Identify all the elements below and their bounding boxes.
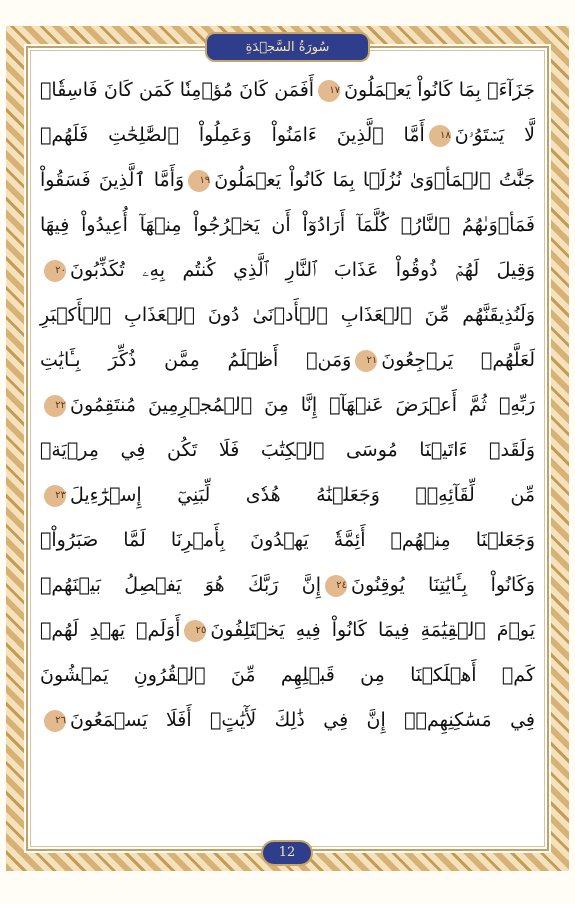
text-line bbox=[40, 113, 535, 158]
text-line bbox=[40, 338, 535, 383]
text-line bbox=[40, 563, 535, 608]
ayah-number-marker: ١٨ bbox=[429, 125, 451, 147]
verse-text: أَوَلَمۡ يَهۡدِ لَهُمۡ bbox=[40, 619, 181, 641]
text-line bbox=[40, 518, 535, 563]
verse-text: لَعَلَّهُمۡ يَرۡجِعُونَ bbox=[381, 349, 535, 371]
verse-text: رَبِّهِۦ ثُمَّ أَعۡرَضَ عَنۡهَآۚ إِنَّا مِنَ ٱلۡمُجۡرِمِينَ مُنتَقِمُونَ bbox=[70, 394, 535, 416]
text-line bbox=[40, 68, 535, 113]
verse-text: أَمَّا ٱلَّذِينَ ءَامَنُواْ وَعَمِلُواْ ٱلصَّٰلِحَٰتِ فَلَهُمۡ bbox=[40, 124, 425, 146]
ayah-number-marker: ٢٥ bbox=[184, 620, 206, 642]
verse-text: جَنَّٰتُ ٱلۡمَأۡوَىٰ نُزُلَۢا بِمَا كَانُواْ يَعۡمَلُونَ bbox=[214, 169, 536, 191]
verse-text: جَزَآءَۢ بِمَا كَانُواْ يَعۡمَلُونَ bbox=[344, 79, 536, 101]
text-line bbox=[40, 158, 535, 203]
ayah-number-marker: ٢٣ bbox=[44, 485, 66, 507]
verse-text: وَكَانُواْ بِـَٔايَٰتِنَا يُوقِنُونَ bbox=[351, 574, 535, 596]
surah-title-banner bbox=[205, 32, 370, 62]
verse-text: فَمَأۡوَىٰهُمُ ٱلنَّارُۖ كُلَّمَآ أَرَادُوٓاْ أَن يَخۡرُجُواْ مِنۡهَآ أُعِيدُواْ فِيهَا bbox=[40, 214, 535, 236]
verse-text: يَوۡمَ ٱلۡقِيَٰمَةِ فِيمَا كَانُواْ فِيهِ يَخۡتَلِفُونَ bbox=[210, 619, 535, 641]
surah-title: سُورَةُ السَّجۡدَةِ bbox=[245, 39, 330, 55]
text-line bbox=[40, 608, 535, 653]
text-line bbox=[40, 473, 535, 518]
verse-text: لَّا يَسۡتَوُۥنَ bbox=[454, 124, 536, 146]
page-number: 12 bbox=[261, 840, 313, 866]
verse-text: كَمۡ أَهۡلَكۡنَا مِن قَبۡلِهِم مِّنَ ٱلۡقُرُونِ يَمۡشُونَ bbox=[40, 664, 535, 686]
ayah-number-marker: ١٩ bbox=[188, 170, 210, 192]
verse-text: وَأَمَّا ٱلَّذِينَ فَسَقُواْ bbox=[40, 169, 185, 191]
text-line bbox=[40, 293, 535, 338]
ayah-number-marker: ٢١ bbox=[355, 350, 377, 372]
verse-text: مِّن لِّقَآئِهِۦۖ وَجَعَلۡنَٰهُ هُدٗى لِّبَنِيٓ إِسۡرَٰٓءِيلَ bbox=[70, 484, 535, 506]
text-line bbox=[40, 203, 535, 248]
ayah-number-marker: ٢٠ bbox=[44, 260, 66, 282]
text-line bbox=[40, 653, 535, 698]
ayah-number-marker: ٢٦ bbox=[44, 710, 66, 732]
verse-text: وَجَعَلۡنَا مِنۡهُمۡ أَئِمَّةٗ يَهۡدُونَ بِأَمۡرِنَا لَمَّا صَبَرُواْۖ bbox=[40, 529, 535, 551]
verse-text: وَقِيلَ لَهُمۡ ذُوقُواْ عَذَابَ ٱلنَّارِ ٱلَّذِي كُنتُم بِهِۦ تُكَذِّبُونَ bbox=[70, 259, 535, 281]
quran-text-block bbox=[40, 68, 535, 743]
text-line bbox=[40, 383, 535, 428]
verse-text: فِي مَسَٰكِنِهِمۡۚ إِنَّ فِي ذَٰلِكَ لَأٓيَٰتٍۚ أَفَلَا يَسۡمَعُونَ bbox=[70, 709, 535, 731]
ayah-number-marker: ٢٢ bbox=[44, 395, 66, 417]
verse-text: وَمَنۡ أَظۡلَمُ مِمَّن ذُكِّرَ بِـَٔايَٰتِ bbox=[40, 349, 352, 371]
text-line bbox=[40, 248, 535, 293]
ayah-number-marker: ١٧ bbox=[318, 80, 340, 102]
verse-text: وَلَنُذِيقَنَّهُم مِّنَ ٱلۡعَذَابِ ٱلۡأَدۡنَىٰ دُونَ ٱلۡعَذَابِ ٱلۡأَكۡبَرِ bbox=[40, 304, 535, 326]
text-line bbox=[40, 698, 535, 743]
verse-text: وَلَقَدۡ ءَاتَيۡنَا مُوسَى ٱلۡكِتَٰبَ فَلَا تَكُن فِي مِرۡيَةٖ bbox=[40, 439, 535, 461]
text-line bbox=[40, 428, 535, 473]
ayah-number-marker: ٢٤ bbox=[325, 575, 347, 597]
verse-text: أَفَمَن كَانَ مُؤۡمِنٗا كَمَن كَانَ فَاسِقٗاۚ bbox=[40, 79, 315, 101]
verse-text: إِنَّ رَبَّكَ هُوَ يَفۡصِلُ بَيۡنَهُمۡ bbox=[40, 574, 322, 596]
